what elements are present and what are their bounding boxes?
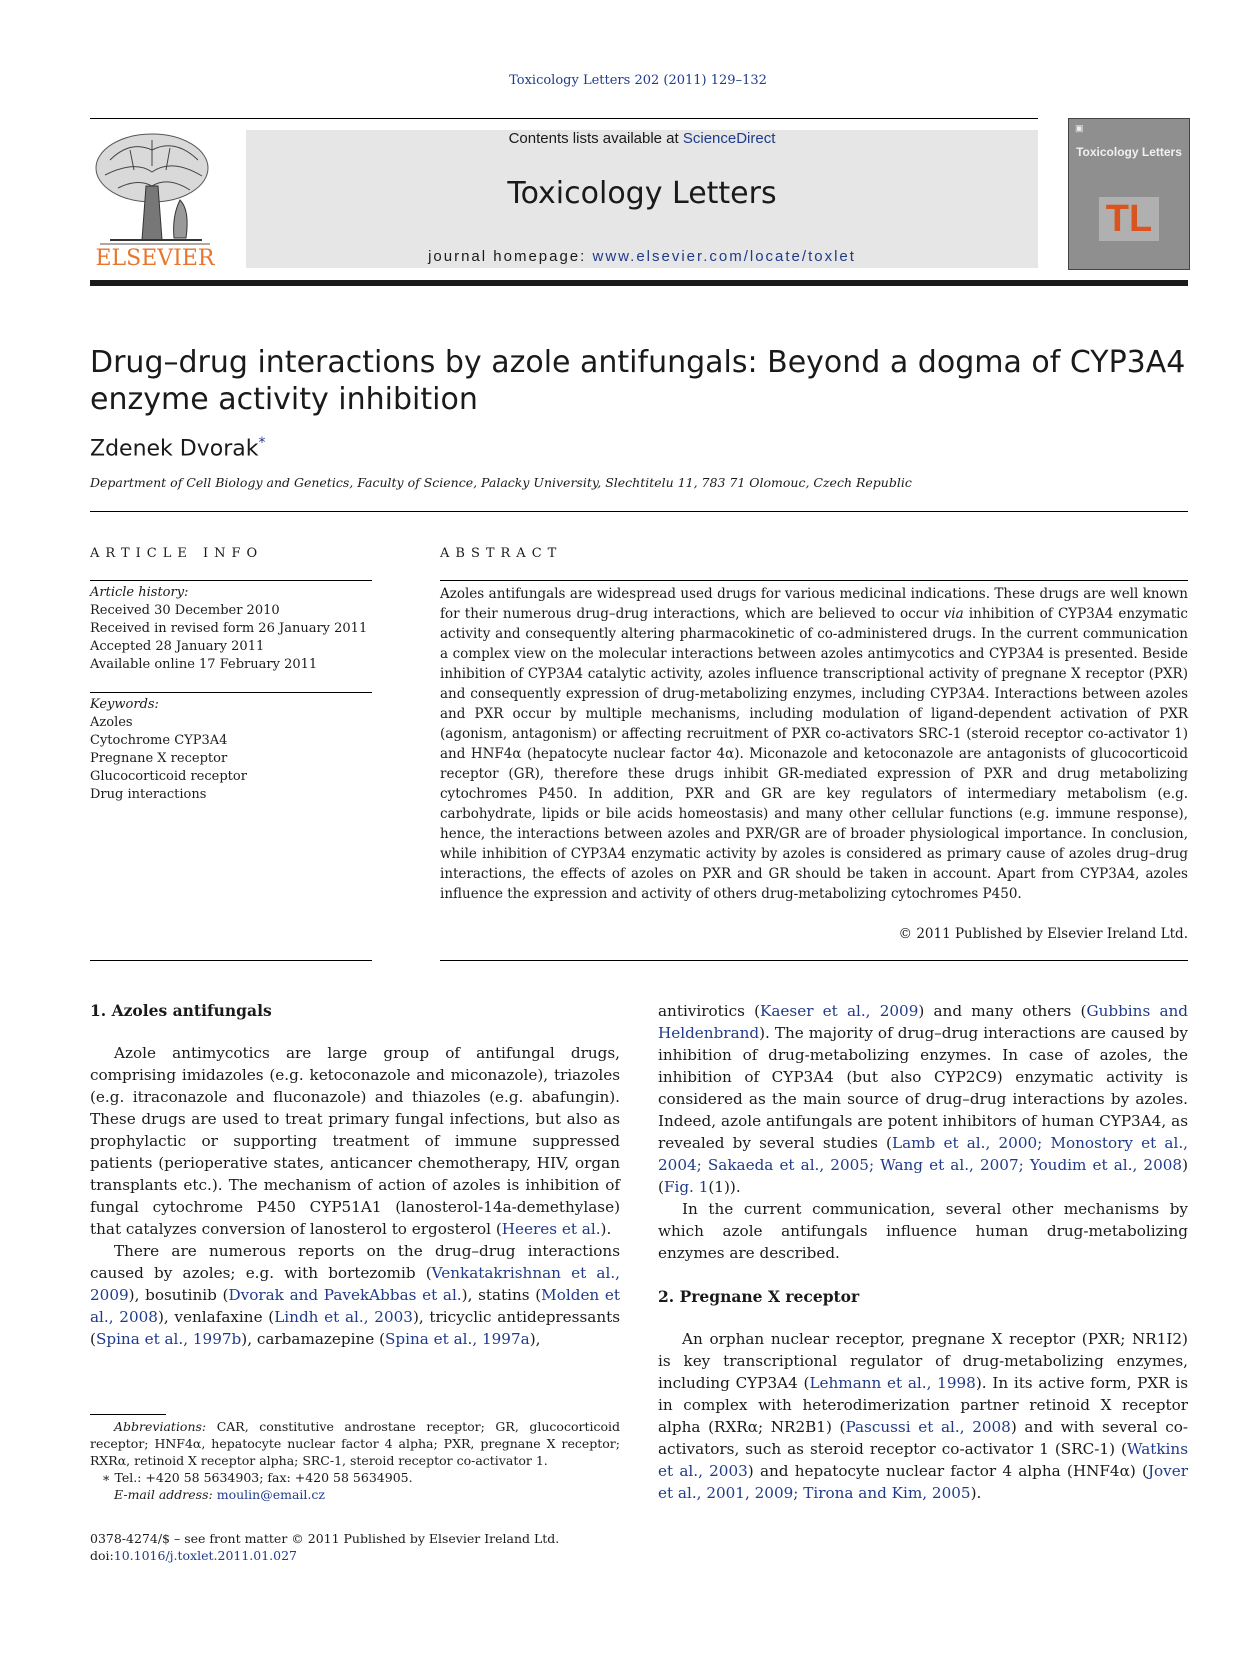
text-run: ) and with several co-activators, such as steroid receptor co-activator 1 (SRC-1) ( xyxy=(658,1418,1188,1458)
citation-link[interactable]: Spina et al., 1997a xyxy=(385,1330,530,1348)
citation-link[interactable]: Lamb et al., 2000; Monostory et al., 2004; Sakaeda et al., 2005; Wang et al., 2007; Youdim et al., 2008 xyxy=(658,1134,1188,1174)
history-received: Received 30 December 2010 xyxy=(90,603,280,618)
journal-title: Toxicology Letters xyxy=(507,176,777,211)
citation-link[interactable]: Venkatakrishnan et al., 2009 xyxy=(90,1264,620,1304)
text-run: ), venlafaxine ( xyxy=(157,1308,275,1326)
body-column-left xyxy=(90,1000,620,1350)
abstract-copyright: © 2011 Published by Elsevier Ireland Ltd. xyxy=(898,926,1188,942)
footnote-rule xyxy=(90,1414,166,1415)
abbreviations-footnote xyxy=(90,1418,620,1469)
doi-label: doi: xyxy=(90,1548,114,1563)
citation-link[interactable]: Heeres et al. xyxy=(501,1220,601,1238)
abstract-rule-1 xyxy=(440,580,1188,581)
email-label: E-mail address: xyxy=(114,1487,213,1502)
keyword-item: Drug interactions xyxy=(90,787,207,802)
citation-link[interactable]: Lindh et al., 2003 xyxy=(274,1308,413,1326)
homepage-line xyxy=(246,248,1038,265)
abbreviations-text: CAR, constitutive androstane receptor; GR, glucocorticoid receptor; HNF4α, hepatocyte nuclear factor 4 alpha; PXR, pregnane X receptor; RXRα, retinoid X receptor alpha; SRC-1, steroid receptor co-activator 1. xyxy=(90,1419,620,1468)
homepage-prefix: journal homepage: xyxy=(428,248,593,265)
section-1-paragraph-3: In the current communication, several other mechanisms by which azole antifungals influence human drug-metabolizing enzymes are described. xyxy=(658,1200,1188,1262)
text-run: An orphan nuclear receptor, pregnane X receptor (PXR; NR1I2) is key transcriptional regulator of drug-metabolizing enzymes, including CYP3A4 ( xyxy=(658,1330,1188,1392)
keyword-item: Cytochrome CYP3A4 xyxy=(90,733,228,748)
cover-mark: TL xyxy=(1105,198,1153,240)
text-run: ) ( xyxy=(658,1156,1188,1196)
figure-link[interactable]: Fig. 1 xyxy=(663,1178,709,1196)
footnotes xyxy=(90,1418,620,1503)
homepage-link[interactable]: www.elsevier.com/locate/toxlet xyxy=(592,248,856,265)
citation-link[interactable]: Spina et al., 1997b xyxy=(95,1330,242,1348)
text-run: ). xyxy=(970,1484,982,1502)
citation-link[interactable]: Lehmann et al., 1998 xyxy=(809,1374,976,1392)
text-run: ). The majority of drug–drug interactions are caused by inhibition of drug-metabolizing enzymes. In case of azoles, the inhibition of CYP3A4 (but also CYP2C9) enzymatic activity is considered as the main source of drug–drug interactions by azoles. Indeed, azole antifungals are potent inhibitors of human CYP3A4, as revealed by several studies ( xyxy=(658,1024,1188,1152)
doi-line xyxy=(90,1547,559,1564)
abstract-rule-2 xyxy=(440,960,1188,961)
article-history xyxy=(90,584,367,674)
author-name: Zdenek Dvorak xyxy=(90,436,259,462)
abstract-part: Azoles antifungals are widespread used drugs for various medicinal indications. These drugs are well known for their numerous drug–drug interactions, which are believed to occur xyxy=(440,586,1188,622)
section-1-paragraph-2-continued xyxy=(658,1000,1188,1198)
info-rule-1 xyxy=(90,580,372,581)
text-run: There are numerous reports on the drug–drug interactions caused by azoles; e.g. with bortezomib ( xyxy=(90,1242,620,1282)
citation-link[interactable]: Pascussi et al., 2008 xyxy=(845,1418,1011,1436)
top-rule xyxy=(90,118,1038,119)
abstract-italic: via xyxy=(943,606,964,622)
cover-mark-box xyxy=(1099,197,1159,241)
text-run: ), statins ( xyxy=(461,1286,542,1304)
citation-link[interactable]: Kaeser et al., 2009 xyxy=(760,1002,919,1020)
cover-title: Toxicology Letters xyxy=(1076,145,1182,159)
history-accepted: Accepted 28 January 2011 xyxy=(90,639,265,654)
affiliation: Department of Cell Biology and Genetics, Faculty of Science, Palacky University, Slechtitelu 11, 783 71 Olomouc, Czech Republic xyxy=(90,475,912,490)
contents-prefix: Contents lists available at xyxy=(508,130,683,147)
text-run: ) and many others ( xyxy=(918,1002,1087,1020)
email-footnote xyxy=(90,1486,620,1503)
history-online: Available online 17 February 2011 xyxy=(90,657,318,672)
text-run: ) and hepatocyte nuclear factor 4 alpha (HNF4α) ( xyxy=(747,1462,1148,1480)
text-run: antivirotics ( xyxy=(658,1002,761,1020)
elsevier-logo xyxy=(90,130,220,272)
citation-link[interactable]: Watkins et al., 2003 xyxy=(658,1440,1188,1480)
citation-link[interactable]: Dvorak and PavekAbbas et al. xyxy=(228,1286,462,1304)
section-2-heading: 2. Pregnane X receptor xyxy=(658,1287,860,1306)
abstract-part: inhibition of CYP3A4 enzymatic activity and consequently altering pharmacokinetic of co-administered drugs. In the current communication a complex view on the molecular interactions between azoles antimycotics and CYP3A4 is presented. Beside inhibition of CYP3A4 catalytic activity, azoles influence transcriptional activity of pregnane X receptor (PXR) and consequently expression of drug-metabolizing enzymes, including CYP3A4. Interactions between azoles and PXR occur by multiple mechanisms, including modulation of ligand-dependent activation of PXR (agonism, antagonism) or affecting recruitment of PXR co-activators SRC-1 (steroid receptor co-activator 1) and HNF4α (hepatocyte nuclear factor 4α). Miconazole and ketoconazole are antagonists of glucocorticoid receptor (GR), therefore these drugs inhibit GR-mediated expression of PXR and drug metabolizing cytochromes P450. In addition, PXR and GR are key regulators of intermediary metabolism (e.g. carbohydrate, lipids or bile acids homeostasis) and many other cellular functions (e.g. immune response), hence, the interactions between azoles and PXR/GR are of broader physiological importance. In conclusion, while inhibition of CYP3A4 enzymatic activity by azoles is considered as primary cause of azoles drug–drug interactions, the effects of azoles on PXR and GR should be taken in account. Apart from CYP3A4, azoles influence the expression and activity of others drug-metabolizing cytochromes P450. xyxy=(440,606,1188,902)
section-2-paragraph-1 xyxy=(658,1328,1188,1504)
keyword-item: Pregnane X receptor xyxy=(90,751,228,766)
keywords-label: Keywords: xyxy=(90,697,159,712)
issn-line: 0378-4274/$ – see front matter © 2011 Published by Elsevier Ireland Ltd. xyxy=(90,1531,560,1546)
section-1-paragraph-1 xyxy=(90,1042,620,1240)
article-info-heading: ARTICLE INFO xyxy=(90,546,264,561)
text-run: ), tricyclic antidepressants ( xyxy=(90,1308,620,1348)
text-run: ), bosutinib ( xyxy=(128,1286,229,1304)
doi-link[interactable]: 10.1016/j.toxlet.2011.01.027 xyxy=(113,1548,298,1563)
masthead-rule xyxy=(90,280,1188,286)
text-run: ), xyxy=(529,1330,541,1348)
abbreviations-label: Abbreviations: xyxy=(114,1419,207,1434)
text-run: Azole antimycotics are large group of antifungal drugs, comprising imidazoles (e.g. ketoconazole and miconazole), triazoles (e.g. itraconazole and fluconazole) and thiazoles (e.g. abafungin). These drugs are used to treat primary fungal infections, but also as prophylactic or supporting treatment of immune suppressed patients (perioperative states, anticancer chemotherapy, HIV, organ transplants etc.). The mechanism of action of azoles is inhibition of fungal cytochrome P450 CYP51A1 (lanosterol-14a-demethylase) that catalyzes conversion of lanosterol to ergosterol ( xyxy=(90,1044,620,1238)
section-1-heading: 1. Azoles antifungals xyxy=(90,1001,272,1020)
journal-masthead xyxy=(246,130,1038,268)
citation-link[interactable]: Gubbins and Heldenbrand xyxy=(658,1002,1188,1042)
sciencedirect-link[interactable]: ScienceDirect xyxy=(682,130,776,147)
info-rule-2 xyxy=(90,692,372,693)
journal-cover xyxy=(1068,118,1190,270)
history-revised: Received in revised form 26 January 2011 xyxy=(90,621,368,636)
affiliation-rule xyxy=(90,511,1188,512)
text-run: ), carbamazepine ( xyxy=(241,1330,386,1348)
citation-link[interactable]: Jover et al., 2001, 2009; Tirona and Kim, 2005 xyxy=(658,1462,1188,1502)
keyword-item: Glucocorticoid receptor xyxy=(90,769,247,784)
keyword-item: Azoles xyxy=(90,715,133,730)
paper-title: Drug–drug interactions by azole antifungals: Beyond a dogma of CYP3A4 enzyme activity inhibition xyxy=(90,345,1186,417)
contents-line xyxy=(246,130,1038,147)
tel-footnote: ∗ Tel.: +420 58 5634903; fax: +420 58 5634905. xyxy=(102,1470,413,1485)
abstract-text xyxy=(440,584,1188,904)
elsevier-wordmark: ELSEVIER xyxy=(95,246,215,271)
author-line xyxy=(90,435,265,461)
cover-publisher-icon: ▣ xyxy=(1075,123,1084,133)
section-gap xyxy=(658,1264,1188,1286)
info-rule-3 xyxy=(90,960,372,961)
front-matter xyxy=(90,1530,559,1564)
author-footnote-mark[interactable]: * xyxy=(258,435,266,451)
text-run: ). xyxy=(600,1220,612,1238)
email-link[interactable]: moulin@email.cz xyxy=(216,1487,325,1502)
abstract-heading: ABSTRACT xyxy=(440,546,563,561)
citation-link[interactable]: Molden et al., 2008 xyxy=(90,1286,620,1326)
text-run: ). In its active form, PXR is in complex with heterodimerization partner retinoid X receptor alpha (RXRα; NR2B1) ( xyxy=(658,1374,1189,1436)
keywords xyxy=(90,696,247,804)
text-run: (1)). xyxy=(708,1178,741,1196)
history-label: Article history: xyxy=(90,585,189,600)
body-column-right xyxy=(658,1000,1188,1504)
journal-reference[interactable]: Toxicology Letters 202 (2011) 129–132 xyxy=(509,73,767,88)
section-1-paragraph-2 xyxy=(90,1240,620,1350)
